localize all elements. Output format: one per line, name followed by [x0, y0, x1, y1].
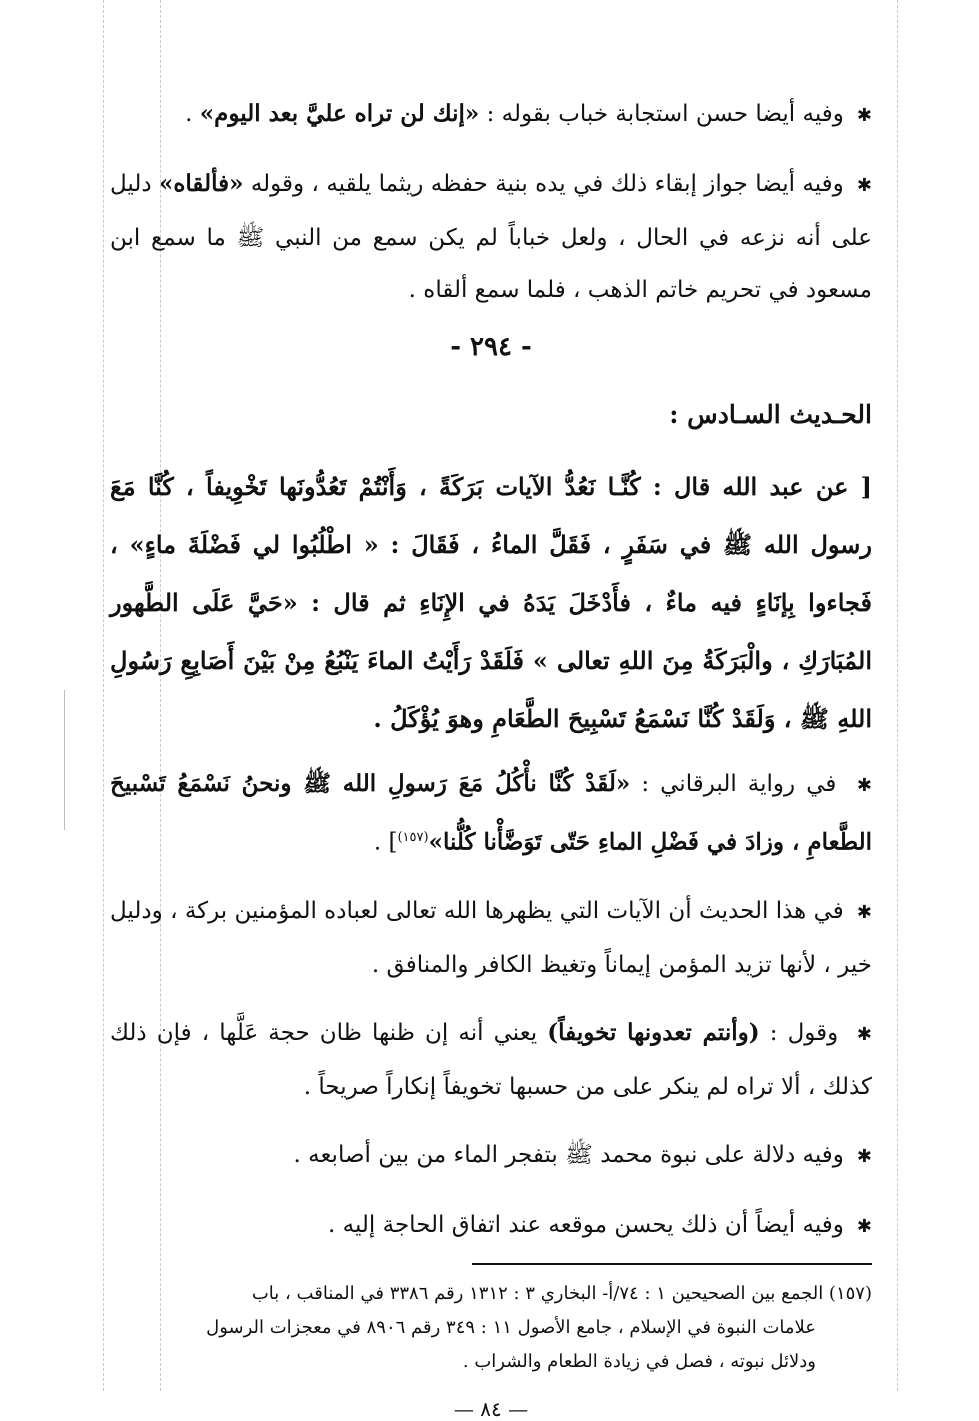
- scan-guide-line: [897, 0, 898, 1391]
- paragraph-bullet-5: [110, 1129, 872, 1183]
- text-run: .: [185, 101, 200, 127]
- paragraph-bullet-6: [110, 1199, 872, 1253]
- bold-quote: «لَقَدْ كُنَّا نأْكُلُ مَعَ رَسولِ الله ﷺ ونحنُ نَسْمَعُ تَسْبيحَ الطَّعامِ ، وزادَ في فَضْلِ الماءِ حَتّى تَوَضَّأْنا كُلُّنا»: [110, 770, 872, 856]
- text-run: وفيه دلالة على نبوة محمد ﷺ بتفجر الماء من بين أصابعه .: [293, 1141, 844, 1168]
- riwaya-paragraph: [110, 758, 872, 869]
- page-number: — ٨٤ —: [453, 1396, 529, 1421]
- page-content: [110, 88, 872, 1421]
- text-run: في هذا الحديث أن الآيات التي يظهرها الله تعالى لعباده المؤمنين بركة ، ودليل خير ، لأنها تزيد المؤمن إيماناً وتغيظ الكافر والمنافق .: [110, 897, 872, 978]
- paragraph-bullet-4: [110, 1007, 872, 1113]
- bold-quote: «فألقاه»: [159, 170, 244, 197]
- footnote-line: علامات النبوة في الإسلام ، جامع الأصول ١١ : ٣٤٩ رقم ٨٩٠٦ في معجزات الرسول: [206, 1316, 816, 1338]
- paragraph-bullet-3: [110, 885, 872, 991]
- text-run: وفيه أيضا حسن استجابة خباب بقوله :: [479, 101, 844, 127]
- text-run: يعني أنه إن ظنها ظان حجة عَلَّها ، فإن ذلك كذلك ، ألا تراه لم ينكر على من حسبها تخويفاً إنكاراً صريحاً .: [110, 1019, 872, 1100]
- footnote-line: (١٥٧) الجمع بين الصحيحين ١ : ٧٤/أ- البخاري ٣ : ١٣١٢ رقم ٣٣٨٦ في المناقب ، باب: [251, 1282, 872, 1304]
- text-run: دليل على أنه نزعه في الحال ، ولعل خباباً لم يكن سمع من النبي ﷺ ما سمع ابن مسعود في تحريم خاتم الذهب ، فلما سمع ألقاه .: [110, 171, 872, 303]
- text-run: في رواية البرقاني :: [630, 771, 837, 797]
- bold-quote: (وأنتم تعدونها تخويفاً): [547, 1018, 760, 1046]
- bold-quote: «إنك لن تراه عليَّ بعد اليوم»: [199, 100, 480, 127]
- scan-guide-line: [103, 0, 104, 1391]
- paragraph-bullet-2: [110, 158, 872, 316]
- text-run: وفيه أيضا جواز إبقاء ذلك في يده بنية حفظه ريثما يلقيه ، وقوله: [243, 171, 844, 197]
- text-run: وفيه أيضاً أن ذلك يحسن موقعه عند اتفاق الحاجة إليه .: [328, 1211, 844, 1238]
- text-run: وقول :: [759, 1019, 839, 1046]
- section-heading: الحـديث السـادس :: [669, 400, 872, 429]
- text-run: ] .: [373, 829, 398, 856]
- footnote-line: ودلائل نبوته ، فصل في زيادة الطعام والشراب .: [462, 1350, 816, 1372]
- paragraph-bullet-1: [110, 88, 872, 142]
- footnote-ref: (١٥٧): [397, 830, 429, 845]
- hadith-text: [ عن عبد الله قال : كُنَّـا نَعُدُّ الآيات بَرَكَةً ، وَأَنْتُمْ تَعُدُّونَها تَخْوِيفاً ، كُنَّا مَعَ رسول الله ﷺ في سَفَرٍ ، فَقَلَّ الماءُ ، فَقَالَ : « اطْلُبُوا لي فَضْلَةَ ماءٍ» ، فَجاءوا بِإنَاءٍ فيه ماءٌ ، فأَدْخَلَ يَدَهُ في الإِنَاءِ ثم قال : «حَيَّ عَلَى الطَّهور المُبَارَكِ ، والْبَرَكَةُ مِنَ اللهِ تعالى » فَلَقَدْ رَأَيْتُ الماءَ يَنْبُعُ مِنْ بَيْنَ أَصَابِعِ رَسُولِ اللهِ ﷺ ، وَلَقَدْ كُنَّا نَسْمَعُ تَسْبِيحَ الطَّعَامِ وهوَ يُؤْكَلُ .: [110, 472, 872, 733]
- footnote: [110, 1277, 872, 1379]
- section-number: - ٢٩٤ -: [450, 332, 532, 362]
- scan-margin-mark: [64, 690, 65, 830]
- footnote-divider: [472, 1263, 872, 1265]
